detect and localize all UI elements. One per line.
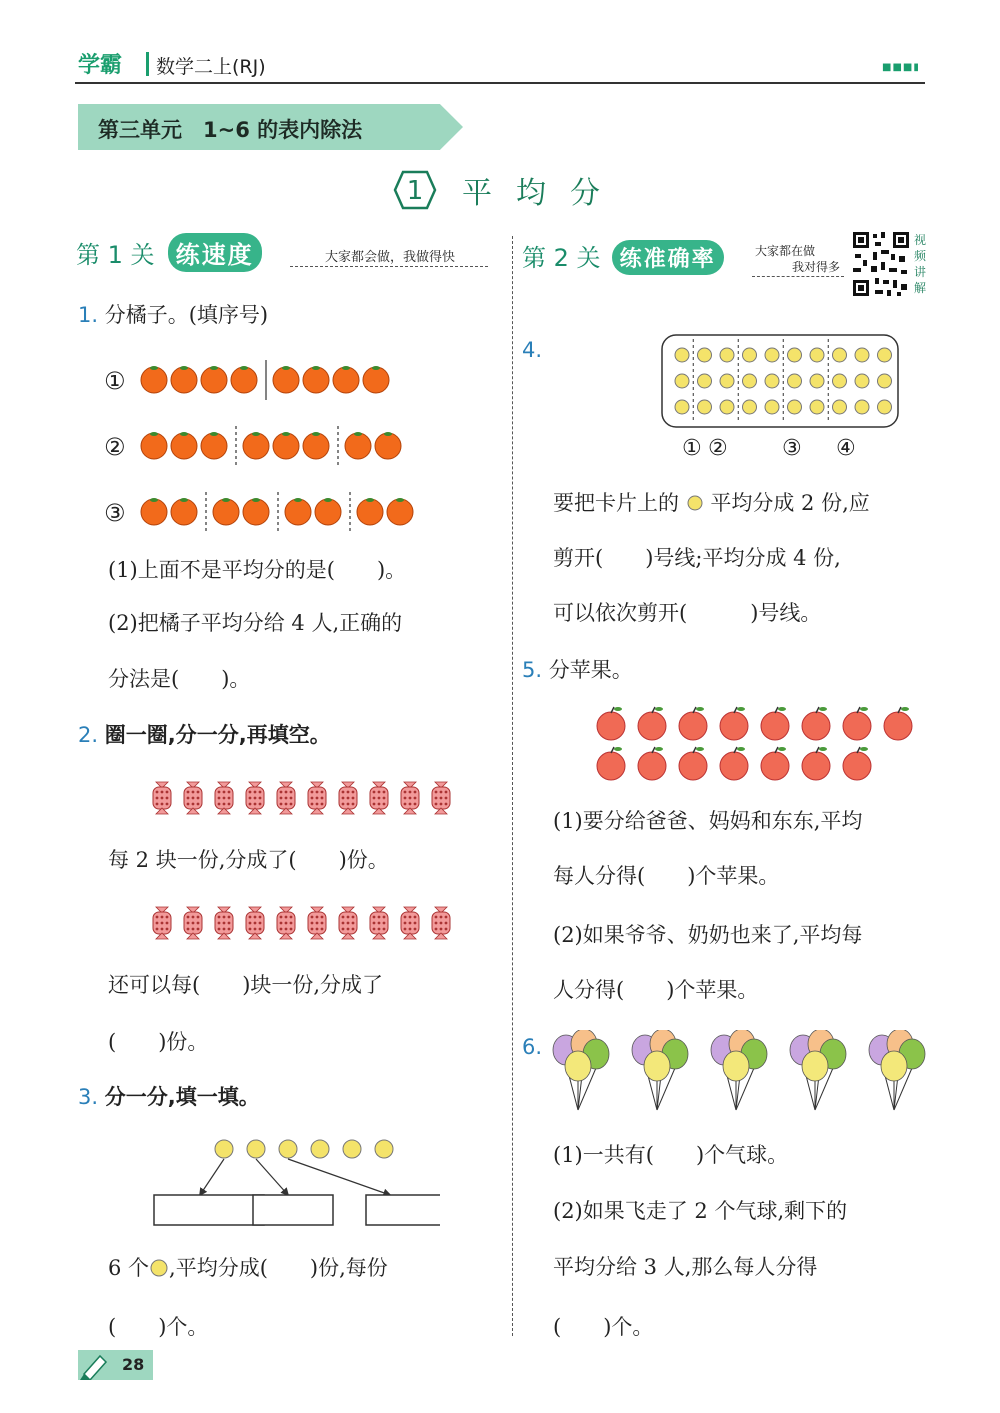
q6-sub2-line2: 平均分给 3 人,那么每人分得 <box>553 1255 818 1279</box>
q6-number: 6. <box>522 1035 543 1059</box>
right-section-header <box>522 238 724 275</box>
apple-icon <box>679 707 707 740</box>
q1-row-label: ③ <box>104 499 126 527</box>
yellow-dot <box>279 1140 297 1158</box>
orange-icon <box>171 366 197 393</box>
right-section-label: 第 2 关 <box>522 244 601 272</box>
apple-icon <box>720 747 748 780</box>
card-dot <box>878 348 892 362</box>
q6-sub1: (1)一共有( )个气球。 <box>553 1143 789 1167</box>
card-dot <box>765 400 779 414</box>
yellow-dot <box>375 1140 393 1158</box>
q3-number: 3. <box>78 1085 99 1109</box>
orange-icon <box>141 432 167 459</box>
apple-icon <box>720 707 748 740</box>
q2-line2: 还可以每( )块一份,分成了 <box>108 973 384 997</box>
q3-line1 <box>108 1253 388 1283</box>
q1-title: 分橘子。(填序号) <box>104 303 269 327</box>
orange-icon <box>375 432 401 459</box>
card-dot <box>675 400 689 414</box>
q3-title-line <box>78 1082 260 1112</box>
q5-sub1-line1: (1)要分给爸爸、妈妈和东东,平均 <box>553 809 863 833</box>
apple-icon <box>638 707 666 740</box>
card-dot <box>788 374 802 388</box>
q4-line1-post: 平均分成 2 份,应 <box>710 491 870 515</box>
card-dot <box>698 374 712 388</box>
page-number: 28 <box>122 1355 145 1374</box>
apple-icon <box>761 707 789 740</box>
q3-line1-pre: 6 个 <box>108 1256 150 1280</box>
candy-icon <box>277 782 295 814</box>
header-marks: ■■■▮ <box>882 62 920 73</box>
candy-icon <box>432 782 450 814</box>
card-dot <box>765 374 779 388</box>
card-dot <box>698 400 712 414</box>
orange-icon <box>171 498 197 525</box>
q5-sub1-line2: 每人分得( )个苹果。 <box>553 864 780 888</box>
apple-icon <box>679 747 707 780</box>
card-dot <box>720 374 734 388</box>
balloon-icon <box>802 1051 828 1081</box>
cut-label: ④ <box>836 436 856 461</box>
card-dot <box>810 374 824 388</box>
q5-number: 5. <box>522 658 543 682</box>
card-dot <box>743 348 757 362</box>
apple-icon <box>843 747 871 780</box>
apple-icon <box>843 707 871 740</box>
orange-icon <box>243 432 269 459</box>
balloon-bunch <box>553 1030 609 1110</box>
card-dot <box>743 400 757 414</box>
apple-icon <box>638 747 666 780</box>
q3-title: 分一分,填一填。 <box>104 1085 260 1109</box>
q6-sub2-line1: (2)如果飞走了 2 个气球,剩下的 <box>553 1199 848 1223</box>
orange-icon <box>285 498 311 525</box>
orange-icon <box>333 366 359 393</box>
apple-icon <box>802 707 830 740</box>
answer-box <box>154 1195 264 1225</box>
yellow-dot <box>215 1140 233 1158</box>
card-dot <box>855 374 869 388</box>
q4-number: 4. <box>522 338 543 362</box>
card-dot <box>833 348 847 362</box>
q5-apples-figure <box>595 706 915 786</box>
card-dot <box>878 374 892 388</box>
orange-icon <box>315 498 341 525</box>
yellow-dot <box>311 1140 329 1158</box>
candy-icon <box>308 782 326 814</box>
balloon-icon <box>723 1051 749 1081</box>
q2-line3: ( )份。 <box>108 1030 209 1054</box>
book-title: 数学二上(RJ) <box>156 56 266 78</box>
q6-balloons-figure <box>548 1030 928 1115</box>
q1-sub2-line2: 分法是( )。 <box>108 667 251 691</box>
orange-icon <box>213 498 239 525</box>
q4-line3: 可以依次剪开( )号线。 <box>553 601 822 625</box>
arrow <box>200 1159 224 1195</box>
balloon-icon <box>644 1051 670 1081</box>
q2-candy-row-1 <box>148 778 468 818</box>
yellow-dot-icon <box>686 494 704 512</box>
card-dot <box>788 348 802 362</box>
right-slogan-line1: 大家都在做 <box>755 244 816 258</box>
orange-icon <box>243 498 269 525</box>
candy-icon <box>370 782 388 814</box>
candy-icon <box>401 782 419 814</box>
card-dot <box>810 400 824 414</box>
q2-title-line <box>78 720 331 750</box>
left-slogan-rule <box>290 266 488 267</box>
right-slogan-line2: 我对得多 <box>792 260 841 274</box>
orange-icon <box>141 366 167 393</box>
lesson-title: 平均分 <box>462 176 624 211</box>
unit-title: 第三单元 1~6 的表内除法 <box>98 118 363 142</box>
q3-line2: ( )个。 <box>108 1315 209 1339</box>
balloon-bunch <box>711 1030 767 1110</box>
orange-icon <box>303 366 329 393</box>
q2-number: 2. <box>78 723 99 747</box>
orange-icon <box>387 498 413 525</box>
q1-oranges-figure <box>100 356 430 536</box>
cut-label: ③ <box>782 436 802 461</box>
arrow <box>288 1159 390 1195</box>
candy-icon <box>153 782 171 814</box>
q2-title: 圈一圈,分一分,再填空。 <box>104 723 331 747</box>
balloon-icon <box>881 1051 907 1081</box>
q4-line2: 剪开( )号线;平均分成 4 份, <box>553 546 841 570</box>
candy-icon <box>339 782 357 814</box>
q6-sub2-line3: ( )个。 <box>553 1315 654 1339</box>
q1-title-line <box>78 300 268 330</box>
card-dot <box>698 348 712 362</box>
card-dot <box>720 348 734 362</box>
q4-card-figure <box>660 333 900 463</box>
orange-icon <box>201 366 227 393</box>
apple-icon <box>884 707 912 740</box>
card-dot <box>788 400 802 414</box>
balloon-bunch <box>632 1030 688 1110</box>
card-dot <box>878 400 892 414</box>
lesson-number-badge <box>393 170 437 210</box>
qr-code[interactable] <box>851 230 911 298</box>
answer-box <box>366 1195 440 1225</box>
cut-label: ② <box>708 436 728 461</box>
header-rule <box>75 82 925 84</box>
q3-line1-post: ,平均分成( )份,每份 <box>169 1256 388 1280</box>
card-dot <box>855 400 869 414</box>
orange-icon <box>363 366 389 393</box>
card-dot <box>833 400 847 414</box>
lesson-number: 1 <box>406 176 424 206</box>
candy-icon <box>370 907 388 939</box>
candy-icon <box>184 782 202 814</box>
right-slogan-rule <box>752 276 844 277</box>
card-dot <box>720 400 734 414</box>
answer-box <box>253 1195 333 1225</box>
card-dot <box>743 374 757 388</box>
q3-division-figure <box>150 1135 440 1230</box>
apple-icon <box>761 747 789 780</box>
candy-icon <box>215 782 233 814</box>
card-dot <box>810 348 824 362</box>
card-dot <box>855 348 869 362</box>
left-section-label: 第 1 关 <box>76 241 155 269</box>
candy-icon <box>401 907 419 939</box>
orange-icon <box>273 432 299 459</box>
q1-row-label: ① <box>104 367 126 395</box>
orange-icon <box>345 432 371 459</box>
left-section-slogan: 大家都会做，我做得快 <box>325 250 456 265</box>
candy-icon <box>339 907 357 939</box>
orange-icon <box>303 432 329 459</box>
candy-icon <box>308 907 326 939</box>
candy-icon <box>215 907 233 939</box>
q5-title: 分苹果。 <box>548 658 633 682</box>
orange-icon <box>171 432 197 459</box>
q5-sub2-line2: 人分得( )个苹果。 <box>553 978 759 1002</box>
balloon-bunch <box>790 1030 846 1110</box>
apple-icon <box>802 747 830 780</box>
balloon-bunch <box>869 1030 925 1110</box>
apple-icon <box>597 747 625 780</box>
brand-separator <box>146 52 149 76</box>
apple-icon <box>597 707 625 740</box>
q1-row-label: ② <box>104 433 126 461</box>
orange-icon <box>273 366 299 393</box>
column-divider <box>512 236 513 1336</box>
card-dot <box>675 348 689 362</box>
q4-line1-pre: 要把卡片上的 <box>553 491 679 515</box>
orange-icon <box>357 498 383 525</box>
pencil-icon <box>78 1350 112 1380</box>
candy-icon <box>277 907 295 939</box>
q2-line1: 每 2 块一份,分成了( )份。 <box>108 848 389 872</box>
candy-icon <box>184 907 202 939</box>
yellow-dot-icon <box>149 1258 169 1278</box>
q2-candy-row-2 <box>148 903 468 943</box>
q4-line1 <box>553 488 931 518</box>
left-section-pill: 练速度 <box>168 233 262 272</box>
right-section-pill: 练准确率 <box>612 240 724 275</box>
orange-icon <box>141 498 167 525</box>
arrow <box>256 1159 288 1195</box>
candy-icon <box>432 907 450 939</box>
left-section-header <box>76 233 262 272</box>
orange-icon <box>231 366 257 393</box>
yellow-dot <box>247 1140 265 1158</box>
cut-label: ① <box>682 436 702 461</box>
q1-sub2-line1: (2)把橘子平均分给 4 人,正确的 <box>108 611 403 635</box>
brand-logo: 学霸 <box>78 53 123 78</box>
q1-sub1: (1)上面不是平均分的是( )。 <box>108 558 407 582</box>
card-dot <box>765 348 779 362</box>
yellow-dot <box>343 1140 361 1158</box>
candy-icon <box>246 907 264 939</box>
balloon-icon <box>565 1051 591 1081</box>
card-dot <box>833 374 847 388</box>
candy-icon <box>246 782 264 814</box>
q5-title-line <box>522 655 633 685</box>
orange-icon <box>201 432 227 459</box>
card-dot <box>675 374 689 388</box>
candy-icon <box>153 907 171 939</box>
q5-sub2-line1: (2)如果爷爷、奶奶也来了,平均每 <box>553 923 863 947</box>
q1-number: 1. <box>78 303 99 327</box>
video-explain-label[interactable]: 视频讲解 <box>914 233 927 295</box>
